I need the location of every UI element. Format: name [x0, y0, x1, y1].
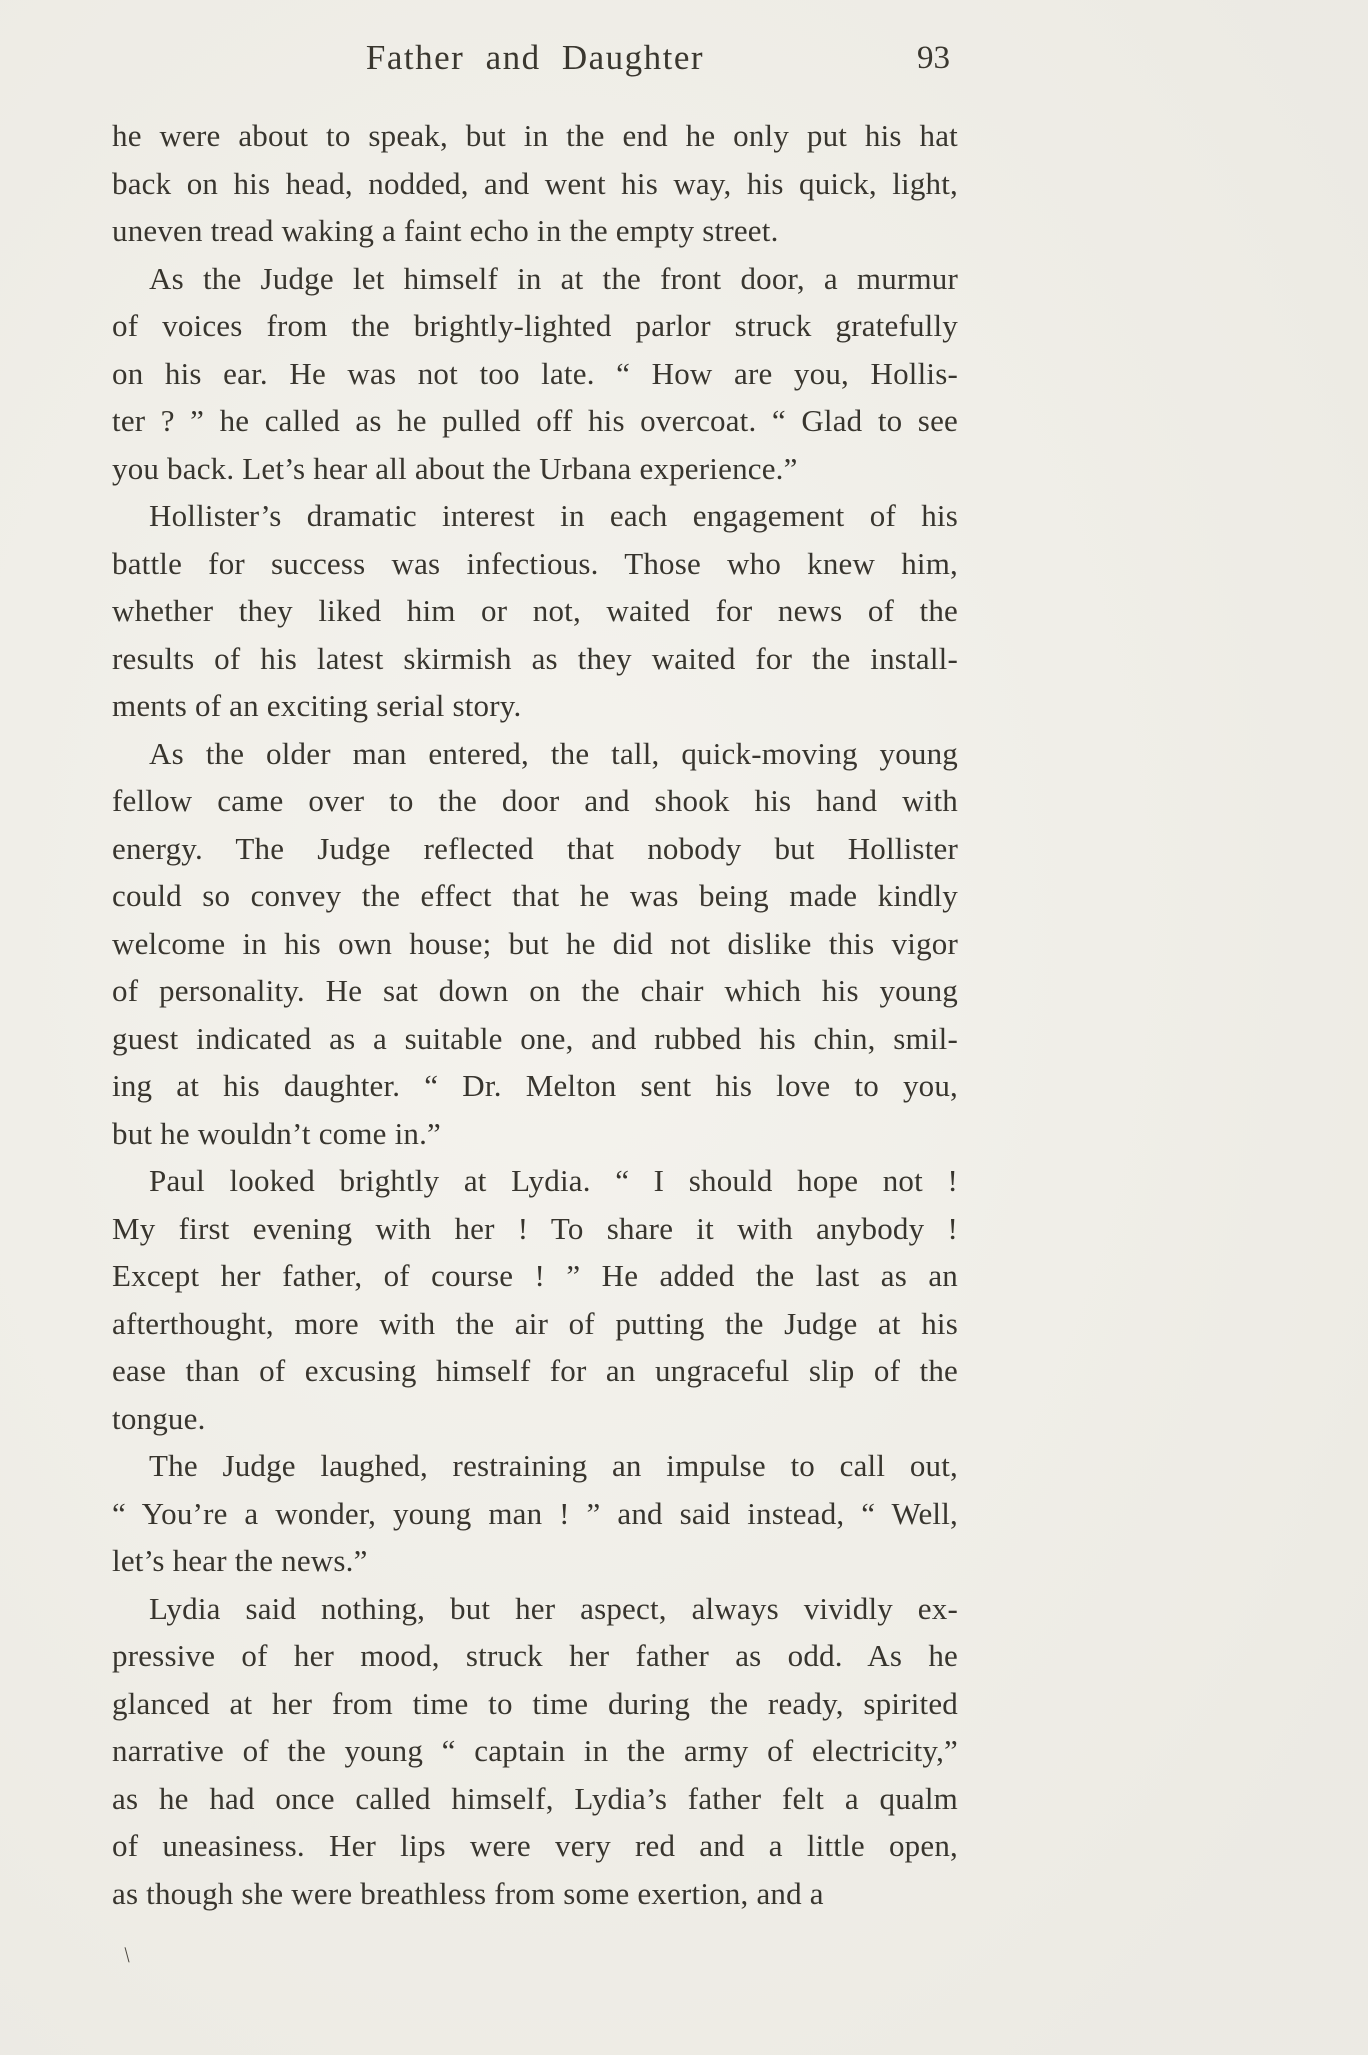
text-line: as he had once called himself, Lydia’s father felt a qualm	[112, 1780, 958, 1816]
text-line: tongue.	[112, 1400, 206, 1436]
paragraph	[112, 1157, 958, 1442]
text-line: ments of an exciting serial story.	[112, 688, 522, 723]
text-line: My first evening with her ! To share it with anybody !	[112, 1210, 958, 1246]
text-line: let’s hear the news.”	[112, 1543, 368, 1578]
text-line: Hollister’s dramatic interest in each engagement of his	[149, 498, 958, 533]
text-line: glanced at her from time to time during the ready, spirited	[112, 1685, 958, 1721]
text-line: back on his head, nodded, and went his way, his quick, light,	[112, 165, 958, 201]
text-line: afterthought, more with the air of putting the Judge at his	[112, 1305, 958, 1341]
text-line: ease than of excusing himself for an ungraceful slip of the	[112, 1353, 958, 1388]
ink-mark: \	[123, 1941, 132, 1968]
paragraph	[112, 1585, 958, 1918]
text-line: “ You’re a wonder, young man ! ” and said instead, “ Well,	[112, 1495, 958, 1531]
text-line: ter ? ” he called as he pulled off his overcoat. “ Glad to see	[112, 403, 958, 438]
page-header	[112, 38, 958, 88]
text-line: Lydia said nothing, but her aspect, always vividly ex-	[149, 1590, 958, 1626]
text-line: Paul looked brightly at Lydia. “ I should hope not !	[149, 1163, 958, 1198]
paragraph	[112, 255, 958, 493]
paragraph	[112, 1442, 958, 1585]
text-line: of uneasiness. Her lips were very red and a little open,	[112, 1828, 958, 1863]
text-line: on his ear. He was not too late. “ How are you, Hollis-	[112, 355, 958, 391]
text-line: ing at his daughter. “ Dr. Melton sent his love to you,	[112, 1068, 958, 1103]
page-number: 93	[917, 40, 950, 76]
text-line: results of his latest skirmish as they waited for the install-	[112, 640, 958, 676]
paragraph	[112, 730, 958, 1158]
text-line: as though she were breathless from some exertion, and a	[112, 1875, 824, 1911]
text-line: but he wouldn’t come in.”	[112, 1115, 442, 1151]
text-line: of voices from the brightly-lighted parlor struck gratefully	[112, 308, 958, 343]
text-line: narrative of the young “ captain in the army of electricity,”	[112, 1733, 958, 1768]
text-line: As the Judge let himself in at the front door, a murmur	[149, 260, 958, 296]
text-line: The Judge laughed, restraining an impulse to call out,	[149, 1448, 958, 1483]
paragraph	[112, 492, 958, 730]
text-line: battle for success was infectious. Those who knew him,	[112, 545, 958, 581]
text-line: guest indicated as a suitable one, and rubbed his chin, smil-	[112, 1020, 958, 1056]
text-line: whether they liked him or not, waited for news of the	[112, 593, 958, 628]
page-text	[112, 112, 958, 1917]
text-line: As the older man entered, the tall, quick-moving young	[149, 735, 958, 771]
text-line: welcome in his own house; but he did not dislike this vigor	[112, 925, 958, 961]
text-line: of personality. He sat down on the chair which his young	[112, 973, 958, 1008]
text-line: uneven tread waking a faint echo in the empty street.	[112, 213, 779, 248]
text-line: he were about to speak, but in the end he only put his hat	[112, 118, 958, 153]
text-line: pressive of her mood, struck her father as odd. As he	[112, 1638, 958, 1673]
text-line: Except her father, of course ! ” He added the last as an	[112, 1258, 958, 1293]
running-title: Father and Daughter	[365, 38, 705, 77]
paragraph	[112, 112, 958, 255]
text-line: energy. The Judge reflected that nobody but Hollister	[112, 830, 958, 866]
text-column	[112, 38, 958, 1917]
text-line: fellow came over to the door and shook his hand with	[112, 783, 958, 818]
text-line: could so convey the effect that he was being made kindly	[112, 878, 958, 913]
text-line: you back. Let’s hear all about the Urbana experience.”	[112, 450, 798, 486]
